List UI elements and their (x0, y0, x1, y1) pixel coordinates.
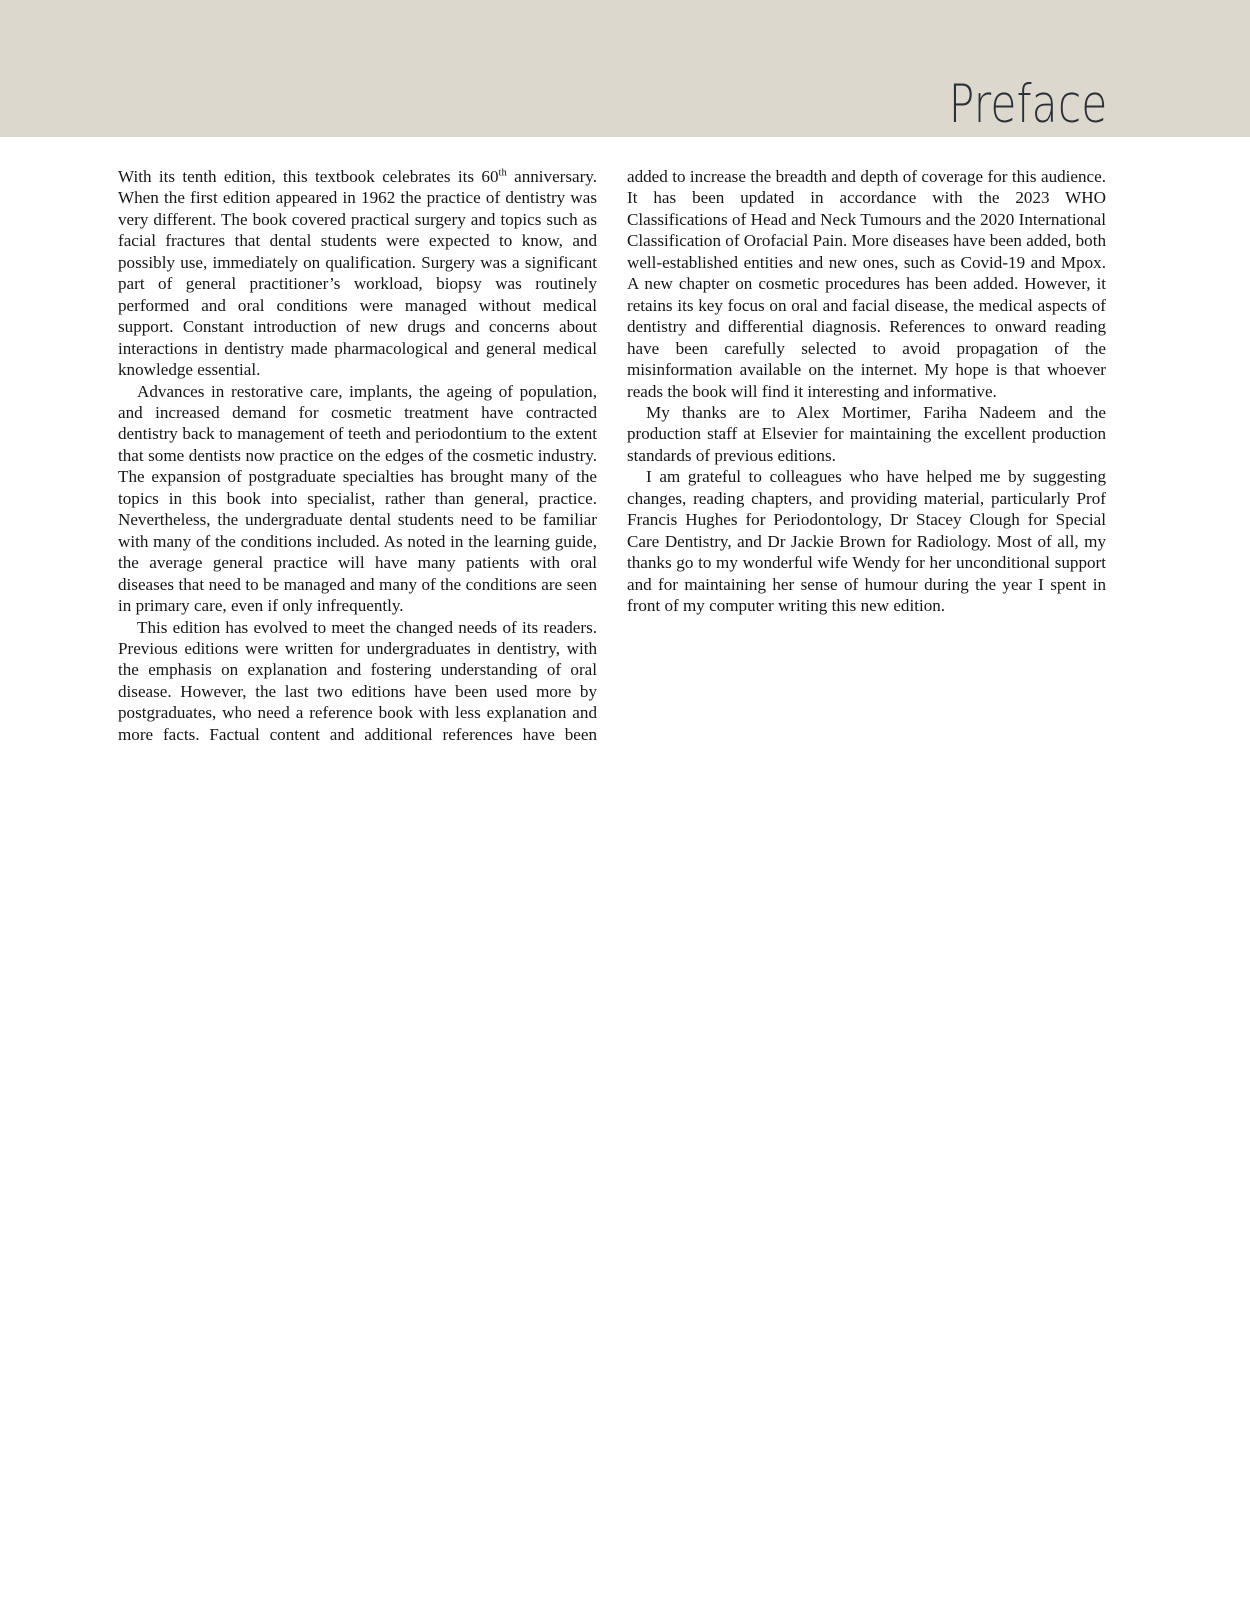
ordinal-suffix: th (498, 167, 507, 179)
paragraph-2: Advances in restorative care, implants, the ageing of population, and increased demand for cosmetic treatment have contracted dentistry back to management of teeth and periodontium to the extent that some dentists now practice on the edges of the cosmetic industry. The expansion of postgraduate specialties has brought many of the topics in this book into specialist, rather than general, practice. Nevertheless, the undergraduate dental students need to be familiar with many of the conditions included. As noted in the learning guide, the average general practice will have many patients with oral diseases that need to be managed and many of the conditions are seen in primary care, even if only infrequently. (118, 381, 597, 616)
page-header-band (0, 0, 1250, 137)
page-title: Preface (949, 74, 1108, 135)
paragraph-3: This edition has evolved to meet the changed needs of its readers. Previous editions were written for undergraduates in dentistry, with the emphasis on explanation and fostering understanding of oral disease. However, the last two editions have been used more by postgraduates, who need a reference book with less explanation and more facts. Factual content and additional references have been added to increase the breadth and depth of coverage for this audience. It has been updated in accordance with the 2023 WHO Classifications of Head and Neck Tumours and the 2020 International Classification of Orofacial Pain. More diseases have been added, both well-established entities and new ones, such as Covid-19 and Mpox. A new chapter on cosmetic procedures has been added. However, it retains its key focus on oral and facial disease, the medical aspects of dentistry and differential diagnosis. References to onward reading have been carefully selected to avoid propagation of the misinformation available on the internet. My hope is that whoever reads the book will find it interesting and informative. (118, 167, 1106, 744)
paragraph-1 (118, 166, 597, 381)
paragraph-1-rest: anniversary. When the first edition appeared in 1962 the practice of dentistry was very different. The book covered practical surgery and topics such as facial fractures that dental students were expected to know, and possibly use, immediately on qualification. Surgery was a significant part of general practitioner’s workload, biopsy was routinely performed and oral conditions were managed without medical support. Constant introduction of new drugs and concerns about interactions in dentistry made pharmacological and general medical knowledge essential. (118, 167, 598, 380)
paragraph-1-lead: With its tenth edition, this textbook celebrates its 60 (118, 167, 499, 186)
paragraph-4: My thanks are to Alex Mortimer, Fariha Nadeem and the production staff at Elsevier for maintaining the excellent production standards of previous editions. (627, 402, 1106, 465)
preface-body-columns (118, 166, 1106, 766)
paragraph-5: I am grateful to colleagues who have helped me by suggesting changes, reading chapters, and providing material, particularly Prof Francis Hughes for Periodontology, Dr Stacey Clough for Special Care Dentistry, and Dr Jackie Brown for Radiology. Most of all, my thanks go to my wonderful wife Wendy for her unconditional support and for maintaining her sense of humour during the year I spent in front of my computer writing this new edition. (627, 467, 1106, 616)
